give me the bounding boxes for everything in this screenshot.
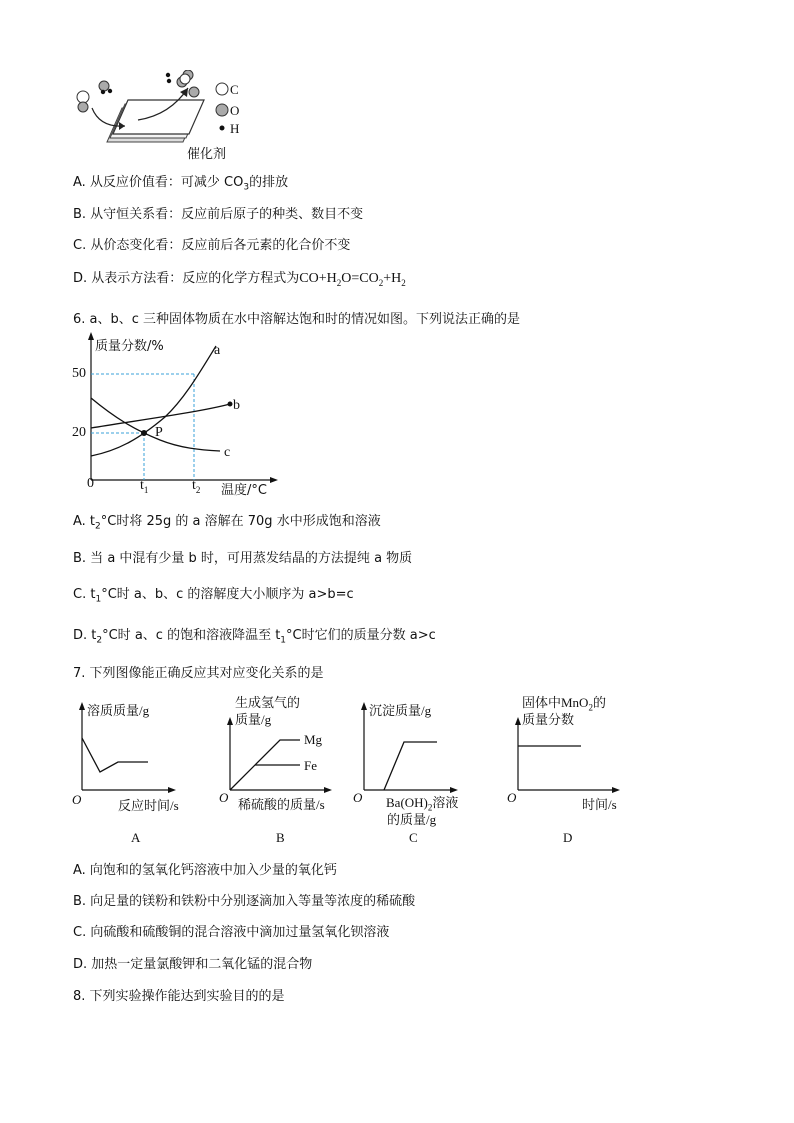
q7-stem: 7. 下列图像能正确反应其对应变化关系的是: [73, 666, 324, 681]
q6-y50: 50: [72, 366, 86, 381]
q7b-ylabel1: 生成氢气的: [235, 695, 301, 710]
q6-y20: 20: [72, 425, 86, 440]
q7-option-b: B. 向足量的镁粉和铁粉中分别逐滴加入等量等浓度的稀硫酸: [73, 894, 416, 909]
q6-point-label: P: [155, 425, 163, 440]
legend-h-label: H: [230, 121, 240, 136]
q7-option-d: D. 加热一定量氯酸钾和二氧化锰的混合物: [73, 957, 313, 972]
h2o-molecule: [99, 81, 112, 94]
q7b-caption: B: [276, 830, 285, 845]
q7-option-a: A. 向饱和的氢氧化钙溶液中加入少量的氧化钙: [73, 863, 337, 878]
q6-option-c: C. $t_1^\circ C$时 a、b、c 的溶解度大小顺序为 a>b=c: [73, 587, 354, 605]
q6-ylabel: 质量分数/%: [95, 339, 164, 354]
legend-o-symbol: [216, 104, 228, 116]
point-p: [141, 430, 147, 436]
q7d-caption: D: [563, 830, 573, 845]
catalyst-plate: [107, 100, 204, 142]
q7a-xlabel: 反应时间/s: [118, 798, 179, 813]
q7b-ylabel2: 质量/g: [235, 712, 272, 727]
q6-curve-c-label: c: [224, 445, 231, 460]
q7b-mg: Mg: [304, 732, 323, 747]
q7c-caption: C: [409, 830, 418, 845]
q6-t1: $t_1$: [140, 478, 149, 495]
q7a-caption: A: [131, 830, 141, 845]
q6-origin: 0: [87, 476, 94, 491]
q6-option-a: A. $t_2^\circ C$时将 25g 的 a 溶解在 70g 水中形成饱和溶液: [73, 514, 381, 532]
q7a-ylabel: 溶质质量/g: [87, 703, 150, 718]
q7d-ylabel1: 固体中MnO$_2$的: [522, 695, 606, 713]
q6-stem: 6. a、b、c 三种固体物质在水中溶解达饱和时的情况如图。下列说法正确的是: [73, 312, 521, 327]
co2-molecule: [177, 70, 193, 87]
curve-a: [91, 346, 216, 456]
legend-h-symbol: [220, 126, 225, 131]
q5-option-c: C. 从价态变化看：反应前后各元素的化合价不变: [73, 238, 351, 253]
q7c-xlabel1: $Ba(OH)_2$溶液: [386, 795, 459, 813]
q6-xlabel: 温度/°C: [221, 483, 267, 498]
q7d-origin: O: [507, 790, 517, 805]
q6-solubility-graph: [70, 332, 290, 502]
h2-molecule: [166, 73, 171, 83]
q7b-xlabel: 稀硫酸的质量/s: [238, 797, 325, 812]
q7-option-c: C. 向硫酸和硫酸铜的混合溶液中滴加过量氢氧化钡溶液: [73, 925, 390, 940]
q6-option-b: B. 当 a 中混有少量 b 时，可用蒸发结晶的方法提纯 a 物质: [73, 551, 413, 566]
q7b-origin: O: [219, 790, 229, 805]
q7b-fe: Fe: [304, 758, 317, 773]
q5-option-d: D. 从表示方法看：反应的化学方程式为$CO+H_2O=CO_2+H_2$: [73, 271, 406, 288]
legend-o-label: O: [230, 103, 240, 118]
q5-option-b: B. 从守恒关系看：反应前后原子的种类、数目不变: [73, 207, 364, 222]
q7c-origin: O: [353, 790, 363, 805]
legend-c-symbol: [216, 83, 228, 95]
q6-option-d: D. $t_2^\circ C$时 a、c 的饱和溶液降温至 $t_1^\circ C$时它们的质量分数 a>c: [73, 628, 436, 646]
q6-curve-a-label: a: [214, 343, 221, 358]
q7c-xlabel2: 的质量/g: [387, 812, 437, 827]
q5-option-a: A. 从反应价值看：可减少 $CO_3$的排放: [73, 175, 289, 193]
q7d-xlabel: 时间/s: [582, 797, 617, 812]
q7a-origin: O: [72, 792, 82, 807]
legend-c-label: C: [230, 82, 239, 97]
q6-t2: $t_2$: [192, 478, 201, 495]
q6-curve-b-label: b: [233, 398, 240, 413]
q5-reaction-figure: [70, 70, 280, 162]
co-molecule: [77, 91, 89, 112]
q8-stem: 8. 下列实验操作能达到实验目的的是: [73, 989, 285, 1004]
q7d-ylabel2: 质量分数: [522, 712, 575, 727]
q7c-ylabel: 沉淀质量/g: [369, 703, 432, 718]
catalyst-label: 催化剂: [187, 147, 227, 162]
